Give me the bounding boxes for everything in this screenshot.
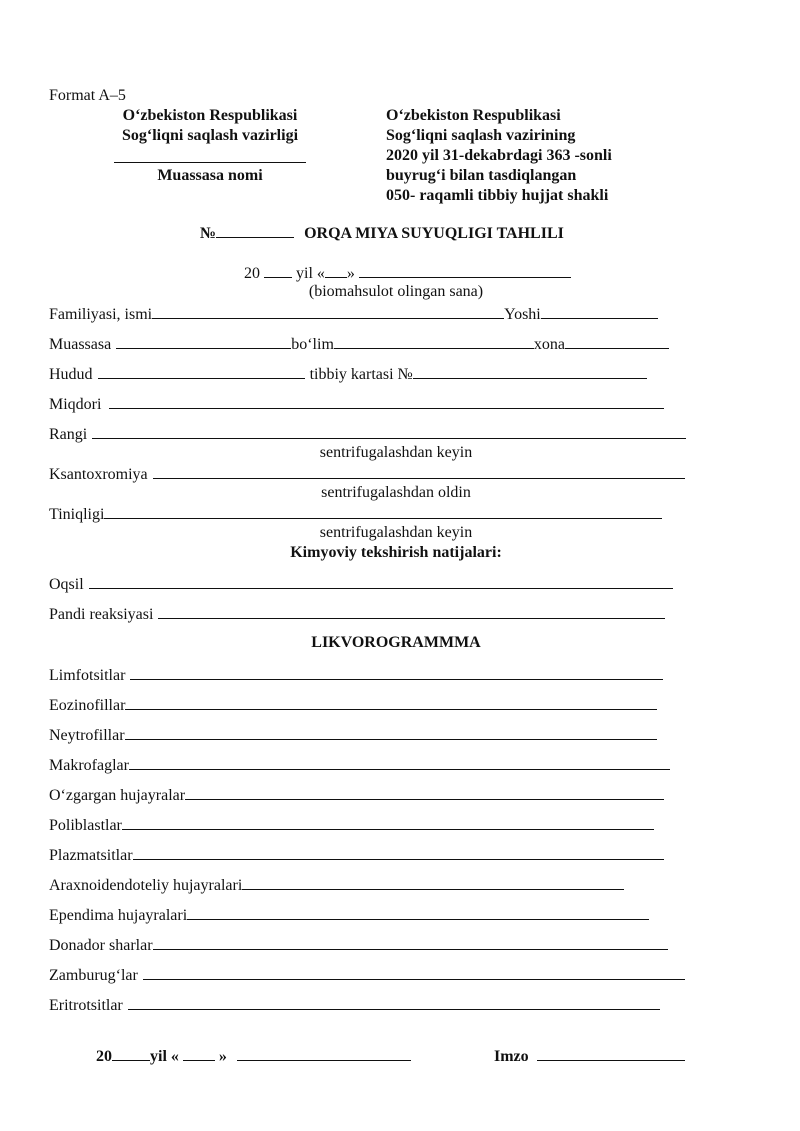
likvorogramma-row bbox=[49, 904, 649, 926]
ependima-field[interactable] bbox=[187, 904, 649, 920]
likvorogramma-row bbox=[49, 754, 670, 776]
institution-name-line[interactable] bbox=[114, 144, 306, 163]
oqsil-field[interactable] bbox=[89, 573, 673, 589]
poliblastlar-label: Poliblastlar bbox=[49, 817, 122, 834]
poliblastlar-field[interactable] bbox=[122, 814, 654, 830]
footer-yil-label: yil « bbox=[150, 1048, 179, 1065]
bolim-label: bo‘lim bbox=[291, 336, 334, 353]
hudud-label: Hudud bbox=[49, 366, 93, 383]
row-hudud bbox=[49, 363, 647, 385]
likvorogramma-row bbox=[49, 844, 664, 866]
yoshi-label: Yoshi bbox=[504, 306, 541, 323]
rangi-caption: sentrifugalashdan keyin bbox=[319, 444, 473, 461]
likvorogramma-row bbox=[49, 964, 685, 986]
eritrotsitlar-field[interactable] bbox=[128, 994, 660, 1010]
likvorogramma-row bbox=[49, 694, 657, 716]
left-org-line2: Sog‘liqni saqlash vazirligi bbox=[121, 127, 299, 144]
sample-date-caption: (biomahsulot olingan sana) bbox=[308, 283, 484, 300]
row-miqdori bbox=[49, 393, 664, 415]
tiniqligi-caption: sentrifugalashdan keyin bbox=[319, 524, 473, 541]
zamburuglar-field[interactable] bbox=[143, 964, 685, 980]
tibbiy-karta-label: tibbiy kartasi № bbox=[309, 366, 413, 383]
muassasa-field[interactable] bbox=[116, 333, 291, 349]
neytrofillar-label: Neytrofillar bbox=[49, 727, 125, 744]
chemistry-heading: Kimyoviy tekshirish natijalari: bbox=[290, 544, 502, 561]
ozgargan-hujayralar-field[interactable] bbox=[185, 784, 664, 800]
likvorogramma-heading: LIKVOROGRAMMMA bbox=[311, 634, 481, 651]
right-header-line4: buyrug‘i bilan tasdiqlangan bbox=[386, 167, 577, 184]
date-yil-label: yil « bbox=[296, 265, 325, 282]
eozinofillar-label: Eozinofillar bbox=[49, 697, 126, 714]
likvorogramma-row bbox=[49, 814, 654, 836]
footer-day-field[interactable] bbox=[183, 1045, 215, 1061]
ksantoxromiya-field[interactable] bbox=[153, 463, 685, 479]
rangi-field[interactable] bbox=[92, 423, 686, 439]
document-number-line[interactable] bbox=[216, 222, 294, 238]
likvorogramma-row bbox=[49, 664, 663, 686]
date-year-field[interactable] bbox=[264, 262, 292, 278]
footer-year-prefix: 20 bbox=[96, 1048, 112, 1065]
donador-sharlar-label: Donador sharlar bbox=[49, 937, 153, 954]
right-header-line5: 050- raqamli tibbiy hujjat shakli bbox=[386, 187, 609, 204]
limfotsitlar-field[interactable] bbox=[130, 664, 663, 680]
signature-block bbox=[494, 1045, 685, 1067]
date-day-field[interactable] bbox=[325, 262, 347, 278]
footer-close-quote: » bbox=[218, 1048, 227, 1065]
tiniqligi-field[interactable] bbox=[104, 503, 662, 519]
footer-date bbox=[96, 1045, 411, 1067]
number-sign: № bbox=[200, 225, 217, 242]
title-text: ORQA MIYA SUYUQLIGI TAHLILI bbox=[304, 225, 564, 242]
familiya-label: Familiyasi, ismi bbox=[49, 306, 153, 323]
tiniqligi-label: Tiniqligi bbox=[49, 506, 105, 523]
makrofaglar-label: Makrofaglar bbox=[49, 757, 129, 774]
pandi-label: Pandi reaksiyasi bbox=[49, 606, 154, 623]
likvorogramma-row bbox=[49, 784, 664, 806]
row-rangi bbox=[49, 423, 686, 445]
tibbiy-karta-field[interactable] bbox=[413, 363, 647, 379]
ozgargan-hujayralar-label: O‘zgargan hujayralar bbox=[49, 787, 186, 804]
xona-label: xona bbox=[533, 336, 565, 353]
eozinofillar-field[interactable] bbox=[125, 694, 657, 710]
limfotsitlar-label: Limfotsitlar bbox=[49, 667, 126, 684]
likvorogramma-row bbox=[49, 994, 660, 1016]
ependima-label: Ependima hujayralari bbox=[49, 907, 188, 924]
date-close-quote: » bbox=[346, 265, 355, 282]
ksantoxromiya-label: Ksantoxromiya bbox=[49, 466, 148, 483]
date-month-field[interactable] bbox=[359, 262, 571, 278]
plazmatsitlar-field[interactable] bbox=[133, 844, 664, 860]
neytrofillar-field[interactable] bbox=[125, 724, 657, 740]
eritrotsitlar-label: Eritrotsitlar bbox=[49, 997, 123, 1014]
format-label: Format A–5 bbox=[49, 87, 126, 104]
right-header-line2: Sog‘liqni saqlash vazirining bbox=[386, 127, 576, 144]
araxnoidendoteliy-label: Araxnoidendoteliy hujayralari bbox=[49, 877, 243, 894]
xona-field[interactable] bbox=[565, 333, 669, 349]
row-ksantoxromiya bbox=[49, 463, 685, 485]
right-header-line3: 2020 yil 31-dekabrdagi 363 -sonli bbox=[386, 147, 612, 164]
familiya-field[interactable] bbox=[152, 303, 504, 319]
row-familiya bbox=[49, 303, 658, 325]
rangi-label: Rangi bbox=[49, 426, 88, 443]
makrofaglar-field[interactable] bbox=[129, 754, 670, 770]
donador-sharlar-field[interactable] bbox=[153, 934, 668, 950]
right-header-line1: O‘zbekiston Respublikasi bbox=[386, 107, 561, 124]
bolim-field[interactable] bbox=[334, 333, 534, 349]
likvorogramma-row bbox=[49, 874, 624, 896]
footer-month-field[interactable] bbox=[237, 1045, 411, 1061]
ksantoxromiya-caption: sentrifugalashdan oldin bbox=[321, 484, 471, 501]
miqdori-label: Miqdori bbox=[49, 396, 102, 413]
signature-field[interactable] bbox=[537, 1045, 685, 1061]
plazmatsitlar-label: Plazmatsitlar bbox=[49, 847, 133, 864]
hudud-field[interactable] bbox=[98, 363, 305, 379]
muassasa-label: Muassasa bbox=[49, 336, 112, 353]
row-pandi bbox=[49, 603, 665, 625]
footer-year-field[interactable] bbox=[112, 1045, 150, 1061]
likvorogramma-row bbox=[49, 934, 668, 956]
oqsil-label: Oqsil bbox=[49, 576, 84, 593]
sample-date-line bbox=[244, 262, 571, 284]
left-org-line1: O‘zbekiston Respublikasi bbox=[122, 107, 298, 124]
likvorogramma-row bbox=[49, 724, 657, 746]
institution-name-caption: Muassasa nomi bbox=[157, 167, 263, 184]
miqdori-field[interactable] bbox=[109, 393, 664, 409]
row-muassasa bbox=[49, 333, 669, 355]
yoshi-field[interactable] bbox=[541, 303, 658, 319]
pandi-field[interactable] bbox=[158, 603, 665, 619]
date-year-prefix: 20 bbox=[244, 265, 260, 282]
row-tiniqligi bbox=[49, 503, 662, 525]
document-title bbox=[200, 222, 564, 244]
signature-label: Imzo bbox=[494, 1048, 529, 1065]
araxnoidendoteliy-field[interactable] bbox=[242, 874, 624, 890]
row-oqsil bbox=[49, 573, 673, 595]
zamburuglar-label: Zamburug‘lar bbox=[49, 967, 138, 984]
